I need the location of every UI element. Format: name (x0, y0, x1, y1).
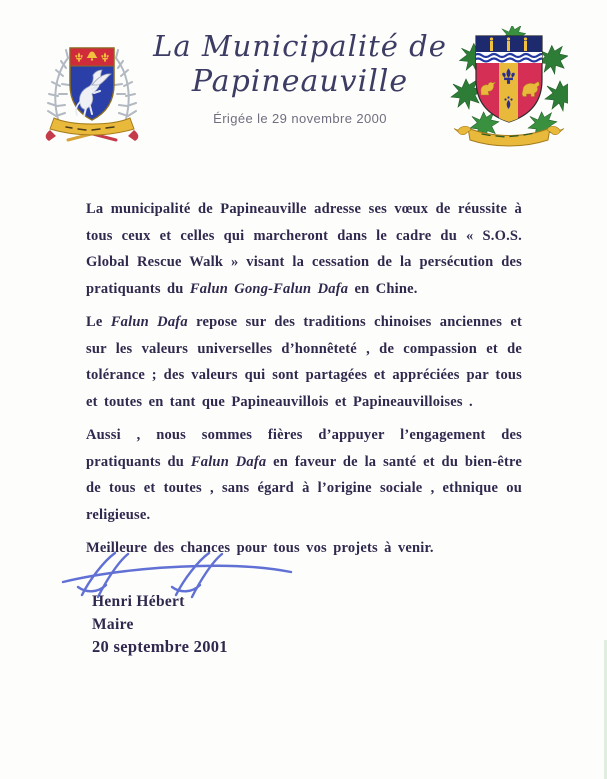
letterhead-title-line1: La Municipalité de (153, 29, 447, 63)
letter-paragraph-support: Aussi , nous sommes fières d’appuyer l’engagement des pratiquants du Falun Dafa en faveur de la santé et du bien-être de tous et toutes , sans égard à l’origine sociale , ethnique ou religieuse. (86, 427, 522, 523)
letter-body (86, 196, 522, 569)
letterhead-subtitle: Érigée le 29 novembre 2000 (213, 111, 387, 126)
letter-paragraph-closing: Meilleure des chances pour tous vos projets à venir. (86, 540, 434, 556)
letter-paragraph-greeting: La municipalité de Papineauville adresse ses vœux de réussite à tous ceux et celles qui marcheront dans le cadre du « S.O.S. Global Rescue Walk » visant la cessation de la persécution des pratiquants du Falun Gong-Falun Dafa en Chine. (86, 201, 522, 297)
letterhead (140, 28, 460, 126)
letter-date: 20 septembre 2001 (92, 637, 228, 656)
signature-block (92, 591, 228, 659)
papineauville-crest-left-icon (42, 32, 142, 144)
signatory-name: Henri Hébert (92, 593, 185, 610)
signatory-role: Maire (92, 615, 134, 633)
letterhead-title-line2: Papineauville (191, 64, 409, 99)
letter-paragraph-values: Le Falun Dafa repose sur des traditions chinoises anciennes et sur les valeurs universelles d’honnêteté , de compassion et de tolérance ; des valeurs qui sont partagées et appréciées par tous et toutes en tant que Papineauvillois et Papineauvilloises . (86, 314, 522, 410)
papineauville-crest-right-icon (450, 26, 568, 154)
